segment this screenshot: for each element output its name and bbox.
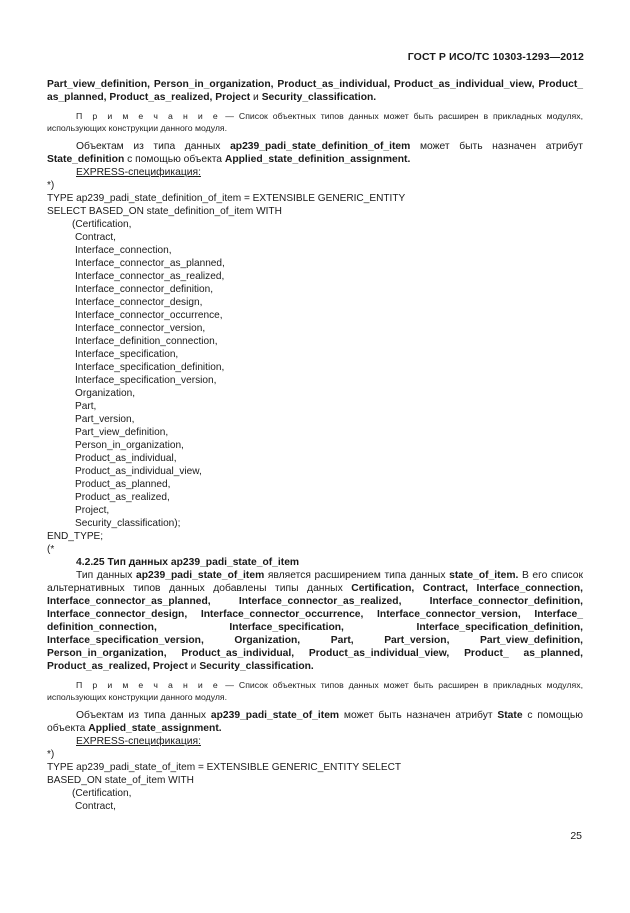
object-name: Applied_state_assignment. [88, 723, 222, 734]
object-name: Applied_state_definition_assignment. [224, 154, 411, 165]
added-types-last: Security_classification. [199, 661, 314, 672]
note-text: — Список объектных типов данных может быть расширен в прикладных модулях, использующих конструкции данного модуля. [47, 680, 583, 702]
entity-list-last: Security_classification. [261, 92, 377, 103]
standard-header: ГОСТ Р ИСО/ТС 10303-1293—2012 [407, 51, 584, 63]
list-item: Interface_specification, [75, 349, 179, 360]
type-name: ap239_padi_state_of_item [136, 570, 265, 581]
note-paragraph-1 [47, 110, 583, 134]
select-item-list-2 [72, 787, 583, 813]
list-item: Organization, [75, 388, 136, 399]
list-item: Interface_connector_definition, [75, 284, 214, 295]
list-item: Contract, [75, 232, 116, 243]
attribute-name: State_definition [47, 154, 125, 165]
code-select-2: BASED_ON state_of_item WITH [47, 775, 194, 786]
note-paragraph-2 [47, 679, 583, 703]
list-item: Interface_connector_as_planned, [75, 258, 225, 269]
attribute-name: State [497, 710, 523, 721]
list-item: Interface_specification_version, [75, 375, 217, 386]
list-item: Interface_connector_as_realized, [75, 271, 225, 282]
list-item: Product_as_planned, [75, 479, 171, 490]
extension-paragraph: Тип данных ap239_padi_state_of_item является расширением типа данных state_of_item. В его список альтернативных типов данных добавлены типы данных Certification, Contract, Interface_connection, Interface_connector_as_planned, Interface_connector_as_realized, Interface_connector_definition, Interface_connector_design, Interface_connector_occurrence, Interface_connector_version, Interface_ definition_connection, Interface_specification, Interface_specification_definition, Interface_specification_version, Organization, Part, Part_version, Part_view_definition, Person_in_organization, Product_as_individual, Product_as_individual_view, Product_ as_planned, Product_as_realized, Project и Security_classification. [47, 570, 583, 672]
select-item-list-1 [72, 218, 583, 530]
code-select-1: SELECT BASED_ON state_definition_of_item WITH [47, 206, 282, 217]
note-label: П р и м е ч а н и е [76, 680, 221, 690]
base-type-name: state_of_item. [449, 570, 519, 581]
list-item: Interface_connector_design, [75, 297, 203, 308]
page-number: 25 [570, 830, 582, 842]
code-end-1: END_TYPE; [47, 531, 104, 542]
list-item: (Certification, [72, 219, 132, 230]
entity-list-paragraph [47, 78, 583, 104]
list-item: Contract, [75, 801, 116, 812]
code-open-2: *) [47, 749, 55, 760]
express-label-1: EXPRESS-спецификация: [76, 167, 201, 178]
list-item: (Certification, [72, 788, 132, 799]
list-item: Interface_connector_version, [75, 323, 206, 334]
list-item: Product_as_individual, [75, 453, 177, 464]
list-item: Interface_connection, [75, 245, 172, 256]
note-text: — Список объектных типов данных может быть расширен в прикладных модулях, использующих конструкции данного модуля. [47, 111, 583, 133]
code-type-2: TYPE ap239_padi_state_of_item = EXTENSIBLE GENERIC_ENTITY SELECT [47, 762, 402, 773]
type-name: ap239_padi_state_definition_of_item [230, 141, 411, 152]
type-name: ap239_padi_state_of_item [210, 710, 340, 721]
section-heading: 4.2.25 Тип данных ap239_padi_state_of_item [76, 557, 300, 568]
express-label-2: EXPRESS-спецификация: [76, 736, 201, 747]
added-types-list: Certification, Contract, Interface_connection, Interface_connector_as_planned, Interface_connector_as_realized, Interface_connector_definition, Interface_connector_design, Interface_connector_occurrence, Interface_connector_version, Interface_ definition_connection, Interface_specification, Interface_specification_definition, Interface_specification_version, Organization, Part, Part_version, Part_view_definition, Person_in_organization, Product_as_individual, Product_as_individual_view, Product_ as_planned, Product_as_realized, Project [47, 583, 583, 672]
code-open-1: *) [47, 180, 55, 191]
list-item: Interface_specification_definition, [75, 362, 225, 373]
code-close-1: (* [47, 544, 55, 555]
entity-list-bold: Part_view_definition, Person_in_organization, Product_as_individual, Product_as_individual_view, Product_ as_planned, Product_as_realized, Project [47, 79, 583, 103]
list-item: Interface_definition_connection, [75, 336, 218, 347]
list-item: Part, [75, 401, 97, 412]
list-item: Part_version, [75, 414, 135, 425]
list-item: Product_as_individual_view, [75, 466, 202, 477]
note-label: П р и м е ч а н и е [76, 111, 221, 121]
list-item: Person_in_organization, [75, 440, 184, 451]
conjunction: и [253, 92, 259, 103]
code-type-1: TYPE ap239_padi_state_definition_of_item = EXTENSIBLE GENERIC_ENTITY [47, 193, 406, 204]
list-item: Product_as_realized, [75, 492, 170, 503]
assignment-paragraph-1: Объектам из типа данных ap239_padi_state_definition_of_item может быть назначен атрибут State_definition с помощью объекта Applied_state_definition_assignment. [47, 141, 583, 165]
list-item: Security_classification); [75, 518, 181, 529]
list-item: Project, [75, 505, 110, 516]
list-item: Interface_connector_occurrence, [75, 310, 223, 321]
assignment-paragraph-2: Объектам из типа данных ap239_padi_state_of_item может быть назначен атрибут State с помощью объекта Applied_state_assignment. [47, 710, 583, 734]
page-body [47, 78, 583, 813]
list-item: Part_view_definition, [75, 427, 169, 438]
